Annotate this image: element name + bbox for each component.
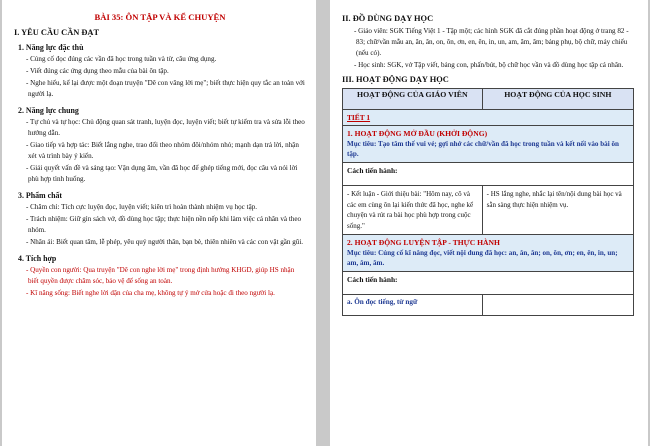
lesson-title: BÀI 35: ÔN TẬP VÀ KỂ CHUYỆN xyxy=(94,12,226,22)
header-teacher: HOẠT ĐỘNG CỦA GIÁO VIÊN xyxy=(343,89,483,110)
paragraph: - Nhân ái: Biết quan tâm, lễ phép, yêu quý người thân, bạn bè, thiên nhiên và các con vật gần gũi. xyxy=(26,238,304,246)
table-row xyxy=(343,110,634,126)
left-page xyxy=(2,0,316,446)
paragraph: - Viết đúng các ứng dụng theo mẫu của bài ôn tập. xyxy=(26,67,169,75)
subheading-specific-competence: 1. Năng lực đặc thù xyxy=(18,43,84,52)
activity-1-cell xyxy=(343,126,634,163)
paragraph: - Trách nhiệm: Giữ gìn sách vở, đồ dùng học tập; thực hiện nền nếp khi làm việc cá nhân và theo nhóm. xyxy=(26,215,302,234)
activity-2-title: 2. HOẠT ĐỘNG LUYỆN TẬP - THỰC HÀNH xyxy=(347,238,500,247)
header-student: HOẠT ĐỘNG CỦA HỌC SINH xyxy=(482,89,633,110)
table-row xyxy=(343,272,634,295)
subheading-integration: 4. Tích hợp xyxy=(18,254,57,263)
section-heading-materials: II. ĐỒ DÙNG DẠY HỌC xyxy=(342,14,434,23)
table-row xyxy=(343,186,634,235)
paragraph: - Học sinh: SGK, vở Tập viết, bảng con, phấn/bút, bộ chữ học vần và đồ dùng học tập cá nhân. xyxy=(354,61,624,69)
procedure-label: Cách tiến hành: xyxy=(343,272,634,295)
paragraph: - Củng cố đọc đúng các vần đã học trong tuần và từ, câu ứng dụng. xyxy=(26,55,217,63)
subheading-general-competence: 2. Năng lực chung xyxy=(18,106,79,115)
activity-table xyxy=(342,88,634,316)
table-row xyxy=(343,163,634,186)
student-cell-empty xyxy=(482,295,633,316)
table-row xyxy=(343,235,634,272)
table-row xyxy=(343,126,634,163)
section-heading-requirements: I. YÊU CẦU CẦN ĐẠT xyxy=(14,28,100,37)
paragraph: - Nghe hiểu, kể lại được một đoạn truyện "Dê con vâng lời mẹ"; biết thực hiện quy tắc an toàn với người lạ. xyxy=(26,79,305,98)
paragraph: - Giao tiếp và hợp tác: Biết lắng nghe, trao đổi theo nhóm đôi/nhóm nhỏ; mạnh dạn trả lời, nhận xét và trình bày ý kiến. xyxy=(26,141,299,160)
paragraph-red: - Quyền con người: Qua truyện "Dê con nghe lời mẹ" trong định hướng KHGD, giúp HS nhận biết quyền được chăm sóc, bảo vệ để sống an toàn. xyxy=(26,266,295,285)
activity-1-goal: Mục tiêu: Tạo tâm thế vui vẻ; gợi nhớ các chữ/vần đã học trong tuần và kết nối vào bài ôn tập. xyxy=(347,140,619,158)
paragraph: - Giải quyết vấn đề và sáng tạo: Vận dụng âm, vần đã học để ghép tiếng mới, đọc câu và nói lời phù hợp tình huống. xyxy=(26,164,298,183)
paragraph: - Tự chủ và tự học: Chủ động quan sát tranh, luyện đọc, luyện viết; biết tự kiểm tra và sửa lỗi theo hướng dẫn. xyxy=(26,118,305,137)
table-row xyxy=(343,295,634,316)
teacher-cell: - Kết luận - Giới thiệu bài: "Hôm nay, cô và các em cùng ôn lại kiến thức đã học, nghe kể chuyện và rút ra bài học phù hợp trong cuộc sống." xyxy=(343,186,483,235)
subsection-label: a. Ôn đọc tiếng, từ ngữ xyxy=(343,295,483,316)
session-label: TIẾT 1 xyxy=(343,110,634,126)
activity-1-title: 1. HOẠT ĐỘNG MỞ ĐẦU (KHỞI ĐỘNG) xyxy=(347,129,488,138)
paragraph: - Chăm chỉ: Tích cực luyện đọc, luyện viết; kiên trì hoàn thành nhiệm vụ học tập. xyxy=(26,203,258,211)
subheading-qualities: 3. Phẩm chất xyxy=(18,191,63,200)
activity-2-goal: Mục tiêu: Củng cố kĩ năng đọc, viết nội dung đã học: an, ăn, ân; on, ôn, ơn; en, ên, in, un; am, ăm, âm. xyxy=(347,249,618,267)
section-heading-activities: III. HOẠT ĐỘNG DẠY HỌC xyxy=(342,75,449,84)
right-page xyxy=(330,0,648,446)
paragraph: - Giáo viên: SGK Tiếng Việt 1 - Tập một; các hình SGK đã cắt đúng phần hoạt động ở trang 82 - 83; chữ/vần mẫu an, ăn, ân, on, ôn, ơn, en, ên, in, un, am, ăm, âm; bảng phụ, bộ chữ, máy chiếu (nếu có). xyxy=(354,27,629,57)
paragraph-red: - Kĩ năng sống: Biết nghe lời dặn của cha mẹ, không tự ý mở cửa hoặc đi theo người lạ. xyxy=(26,289,275,297)
student-cell: - HS lắng nghe, nhắc lại tên/nội dung bài học và sẵn sàng thực hiện nhiệm vụ. xyxy=(482,186,633,235)
table-header-row xyxy=(343,89,634,110)
activity-2-cell xyxy=(343,235,634,272)
procedure-label: Cách tiến hành: xyxy=(343,163,634,186)
